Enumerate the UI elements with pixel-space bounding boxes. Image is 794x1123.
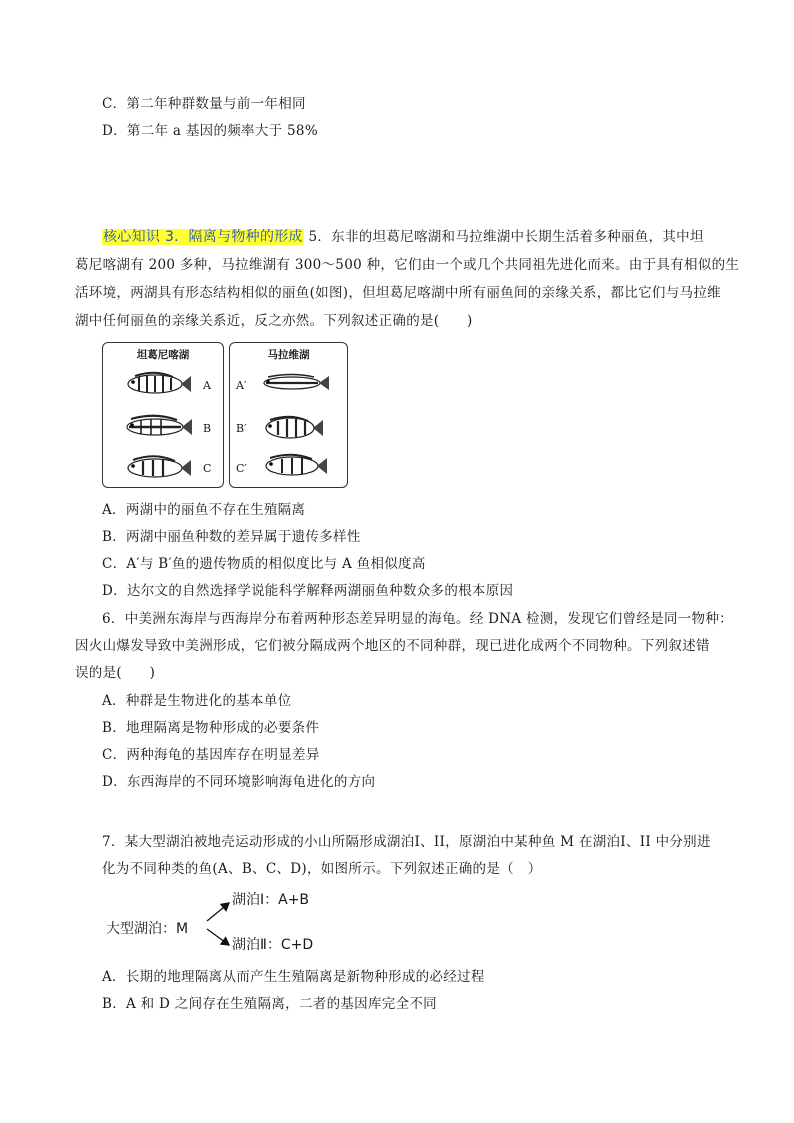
- q5-option-b: B．两湖中丽鱼种数的差异属于遗传多样性: [102, 529, 361, 545]
- q5-intro: 5．东非的坦葛尼喀湖和马拉维湖中长期生活着多种丽鱼，其中坦: [303, 229, 704, 245]
- fish-label-b-prime: B′: [236, 422, 247, 435]
- q5-option-a: A．两湖中的丽鱼不存在生殖隔离: [102, 502, 306, 518]
- fish-a-icon: [121, 369, 193, 397]
- panel-title-tanganyika: 坦葛尼喀湖: [136, 349, 190, 361]
- figure-panel-tanganyika: [102, 342, 224, 488]
- option-c-prev: C．第二年种群数量与前一年相同: [102, 96, 306, 112]
- q5-line-1: [102, 227, 704, 247]
- figure-panel-malawi: [229, 342, 348, 488]
- q6-line-3: 误的是( ): [75, 665, 156, 681]
- q7-option-b: B．A 和 D 之间存在生殖隔离，二者的基因库完全不同: [102, 996, 437, 1012]
- q5-line-4: 湖中任何丽鱼的亲缘关系近，反之亦然。下列叙述正确的是( ): [75, 313, 473, 329]
- fish-c-icon: [121, 453, 193, 481]
- diagram-target-lake-2: 湖泊Ⅱ：C+D: [232, 937, 314, 953]
- fish-b-icon: [121, 413, 193, 441]
- core-knowledge-tag: 核心知识 3．隔离与物种的形成: [103, 229, 303, 245]
- fish-label-a-prime: A′: [236, 379, 247, 392]
- fish-label-c-prime: C′: [236, 462, 247, 475]
- q5-option-d: D．达尔文的自然选择学说能科学解释两湖丽鱼种数众多的根本原因: [102, 583, 514, 599]
- q6-option-c: C．两种海龟的基因库存在明显差异: [102, 747, 320, 763]
- q6-line-1: 6．中美洲东海岸与西海岸分布着两种形态差异明显的海龟。经 DNA 检测，发现它们曾经是同一物种：: [102, 611, 733, 627]
- q7-line-1: 7．某大型湖泊被地壳运动形成的小山所隔形成湖泊Ⅰ、II，原湖泊中某种鱼 M 在湖泊Ⅰ、II 中分别进: [102, 834, 711, 850]
- fish-label-c: C: [203, 462, 212, 475]
- diagram-arrows-icon: [203, 893, 235, 953]
- diagram-target-lake-1: 湖泊Ⅰ：A+B: [232, 892, 310, 908]
- fish-b-prime-icon: [260, 413, 324, 443]
- q5-line-2: 葛尼喀湖有 200 多种，马拉维湖有 300～500 种，它们由一个或几个共同祖先进化而来。由于具有相似的生: [75, 257, 740, 273]
- fish-label-b: B: [203, 422, 212, 435]
- fish-c-prime-icon: [260, 451, 328, 481]
- diagram-source: 大型湖泊：M: [106, 921, 189, 937]
- q7-option-a: A．长期的地理隔离从而产生生殖隔离是新物种形成的必经过程: [102, 969, 485, 985]
- q6-line-2: 因火山爆发导致中美洲形成，它们被分隔成两个地区的不同种群，现已进化成两个不同物种。下列叙述错: [75, 638, 710, 654]
- q6-option-d: D．东西海岸的不同环境影响海龟进化的方向: [102, 774, 376, 790]
- panel-title-malawi: 马拉维湖: [267, 349, 310, 361]
- q7-line-2: 化为不同种类的鱼(A、B、C、D)，如图所示。下列叙述正确的是（ ）: [102, 861, 542, 877]
- q6-option-a: A．种群是生物进化的基本单位: [102, 693, 292, 709]
- fish-label-a: A: [203, 379, 211, 392]
- q6-option-b: B．地理隔离是物种形成的必要条件: [102, 720, 320, 736]
- q5-line-3: 活环境，两湖具有形态结构相似的丽鱼(如图)，但坦葛尼喀湖中所有丽鱼间的亲缘关系，都比它们与马拉维: [75, 285, 721, 301]
- fish-a-prime-icon: [258, 371, 330, 395]
- option-d-prev: D．第二年 a 基因的频率大于 58%: [102, 123, 318, 139]
- q5-option-c: C．A′与 B′鱼的遗传物质的相似度比与 A 鱼相似度高: [102, 556, 426, 572]
